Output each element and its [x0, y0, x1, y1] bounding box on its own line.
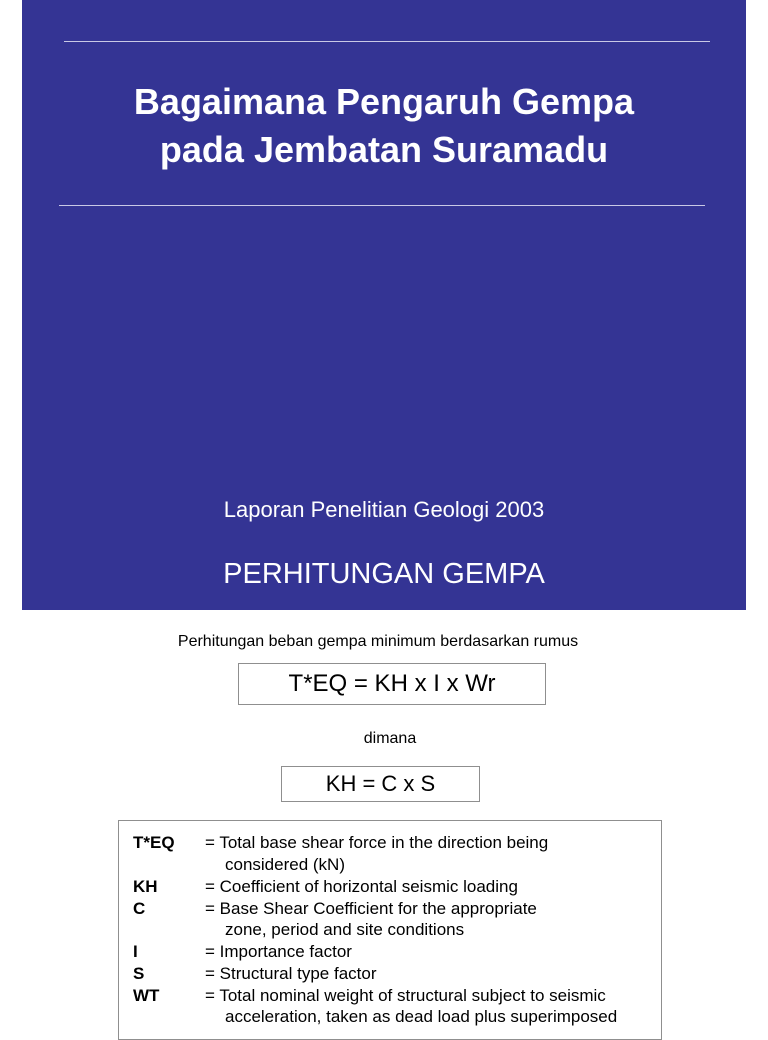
definition-text: = Coefficient of horizontal seismic loading	[205, 877, 518, 896]
title-line-2: pada Jembatan Suramadu	[159, 129, 609, 170]
definition-text: = Base Shear Coefficient for the appropriate	[205, 899, 537, 918]
intro-text: Perhitungan beban gempa minimum berdasarkan rumus	[177, 633, 579, 650]
title-line-1: Bagaimana Pengaruh Gempa	[133, 81, 635, 122]
section-title: PERHITUNGAN GEMPA	[223, 558, 545, 590]
definition-text: = Total nominal weight of structural subject to seismic	[205, 986, 606, 1005]
top-divider	[64, 41, 710, 42]
slide-subtitle: Laporan Penelitian Geologi 2003	[223, 497, 545, 522]
definition-text: = Total base shear force in the direction being	[205, 833, 549, 852]
kh-formula-box	[281, 766, 480, 802]
definition-text-cont: considered (kN)	[225, 855, 345, 874]
kh-formula: KH = C x S	[325, 771, 436, 796]
definition-symbol: S	[133, 964, 145, 983]
bottom-divider	[59, 205, 705, 206]
definition-text-cont: zone, period and site conditions	[225, 920, 465, 939]
definition-symbol: C	[133, 899, 146, 918]
definition-text: = Structural type factor	[205, 964, 377, 983]
title-slide	[22, 0, 746, 610]
connector-text: dimana	[363, 730, 417, 747]
definition-text-cont: acceleration, taken as dead load plus superimposed	[225, 1007, 618, 1026]
definition-text: = Importance factor	[205, 942, 352, 961]
slide-title	[22, 78, 746, 174]
definition-symbol: T*EQ	[133, 833, 175, 852]
definition-symbol: KH	[133, 877, 158, 896]
main-formula-box	[238, 663, 546, 705]
main-formula: T*EQ = KH x I x Wr	[288, 670, 496, 697]
definitions-box	[118, 820, 662, 1040]
definition-symbol: I	[133, 942, 138, 961]
definition-symbol: WT	[133, 986, 160, 1005]
